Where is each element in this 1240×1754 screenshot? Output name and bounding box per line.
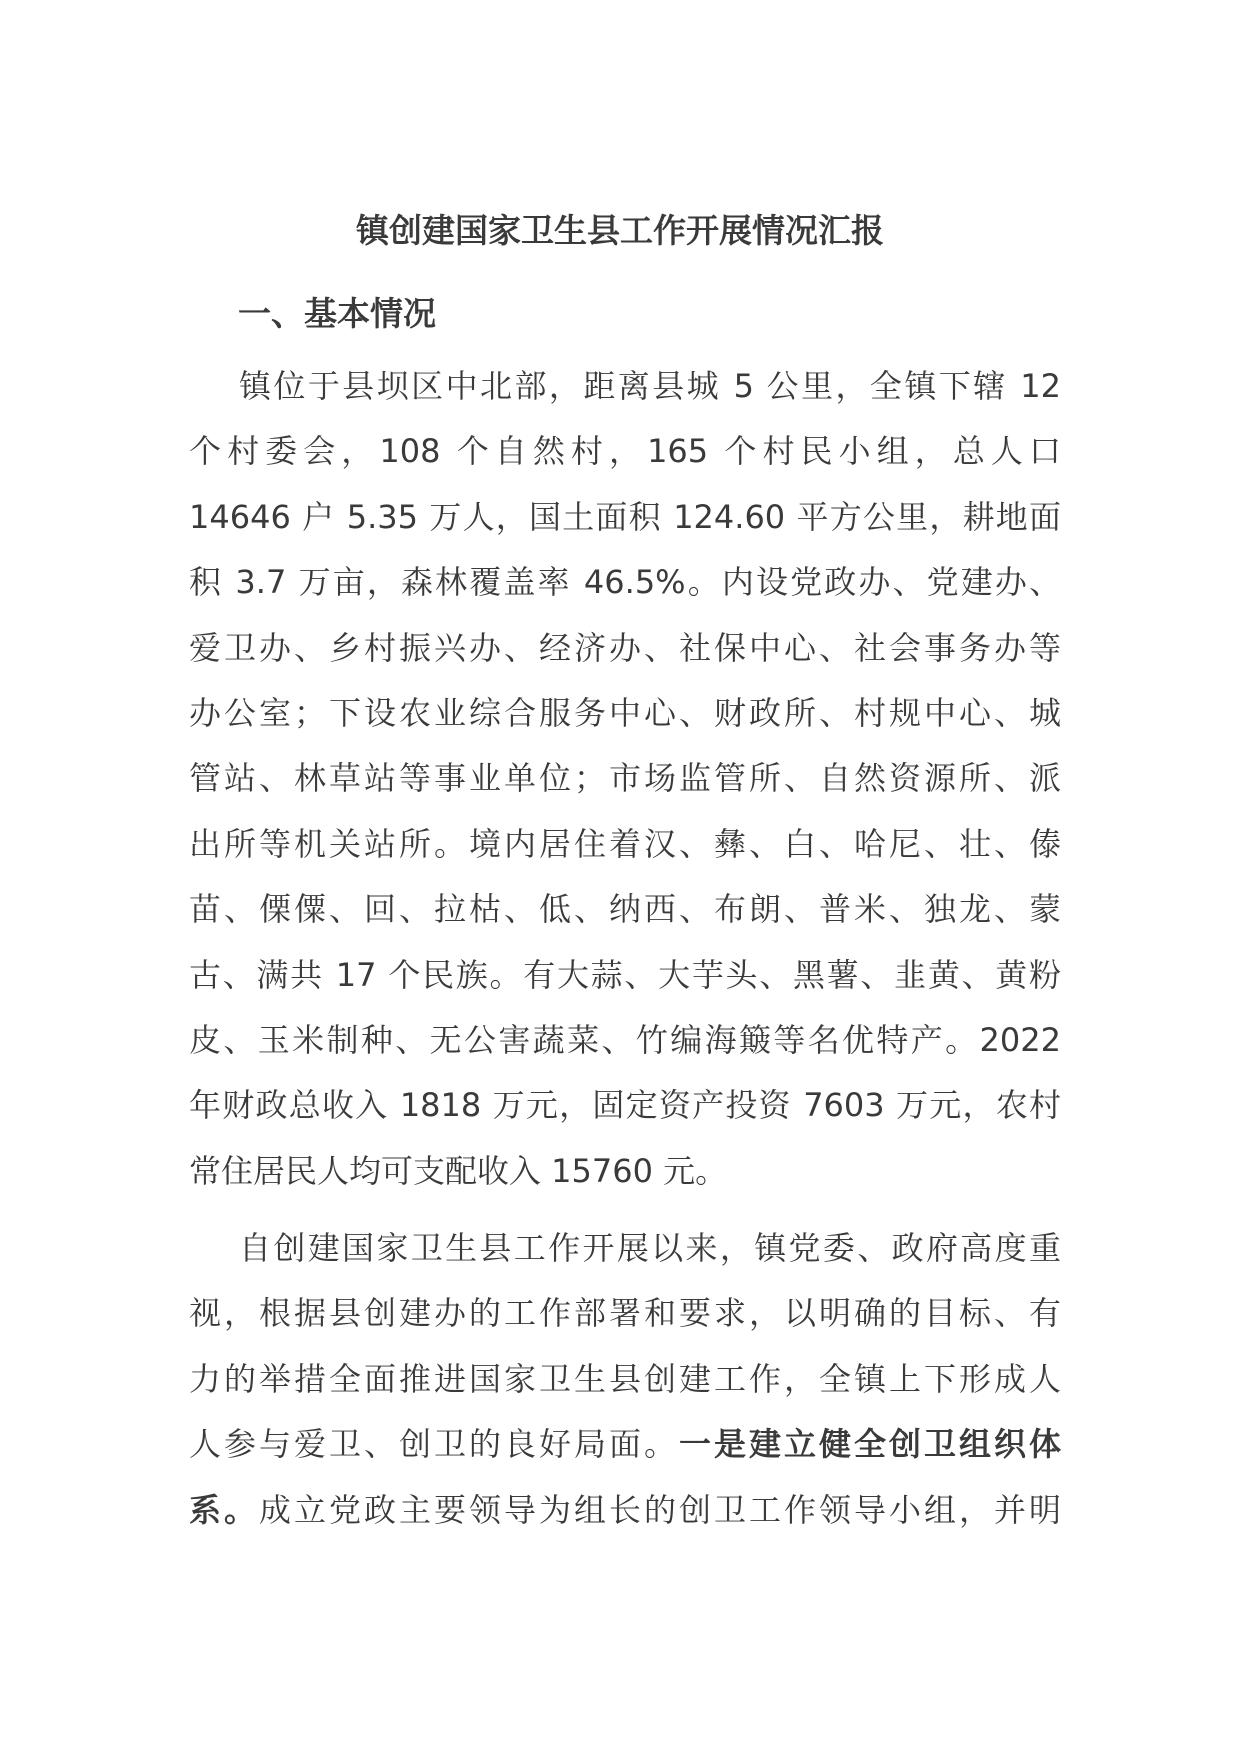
text-normal: 人参与爱卫、创卫的良好局面。 xyxy=(189,1425,679,1464)
document-title: 镇创建国家卫生县工作开展情况汇报 xyxy=(356,211,884,250)
text-line: 年财政总收入 1818 万元，固定资产投资 7603 万元，农村 xyxy=(189,1086,1061,1125)
text-normal: 成立党政主要领导为组长的创卫工作领导小组，并明 xyxy=(259,1490,1061,1529)
text-line: 自创建国家卫生县工作开展以来，镇党委、政府高度重 xyxy=(239,1229,1061,1267)
text-line xyxy=(189,1412,1061,1477)
text-line: 管站、林草站等事业单位；市场监管所、自然资源所、派 xyxy=(189,759,1061,798)
paragraph-work-overview xyxy=(189,1216,1061,1543)
text-line: 常住居民人均可支配收入 15760 元。 xyxy=(189,1151,728,1190)
section-heading: 一、基本情况 xyxy=(238,294,436,333)
text-line: 个村委会，108 个自然村，165 个村民小组，总人口 xyxy=(189,432,1061,471)
text-line: 办公室；下设农业综合服务中心、财政所、村规中心、城 xyxy=(189,693,1061,732)
text-line: 皮、玉米制种、无公害蔬菜、竹编海簸等名优特产。2022 xyxy=(189,1020,1061,1059)
text-line: 古、满共 17 个民族。有大蒜、大芋头、黑薯、韭黄、黄粉 xyxy=(189,955,1061,994)
paragraph-basic-info xyxy=(189,354,1061,1204)
text-bold: 系。 xyxy=(189,1490,259,1529)
text-line: 积 3.7 万亩，森林覆盖率 46.5%。内设党政办、党建办、 xyxy=(189,563,1061,602)
text-line: 出所等机关站所。境内居住着汉、彝、白、哈尼、壮、傣 xyxy=(189,824,1061,863)
text-line: 视，根据县创建办的工作部署和要求，以明确的目标、有 xyxy=(189,1294,1061,1333)
text-line: 爱卫办、乡村振兴办、经济办、社保中心、社会事务办等 xyxy=(189,628,1061,667)
text-line: 14646 户 5.35 万人，国土面积 124.60 平方公里，耕地面 xyxy=(189,497,1061,536)
text-line xyxy=(189,1478,1061,1543)
text-line: 力的举措全面推进国家卫生县创建工作，全镇上下形成人 xyxy=(189,1359,1061,1398)
text-line: 镇位于县坝区中北部，距离县城 5 公里，全镇下辖 12 xyxy=(239,367,1061,405)
text-line: 苗、傈僳、回、拉枯、低、纳西、布朗、普米、独龙、蒙 xyxy=(189,890,1061,929)
text-bold: 一是建立健全创卫组织体 xyxy=(678,1425,1061,1464)
